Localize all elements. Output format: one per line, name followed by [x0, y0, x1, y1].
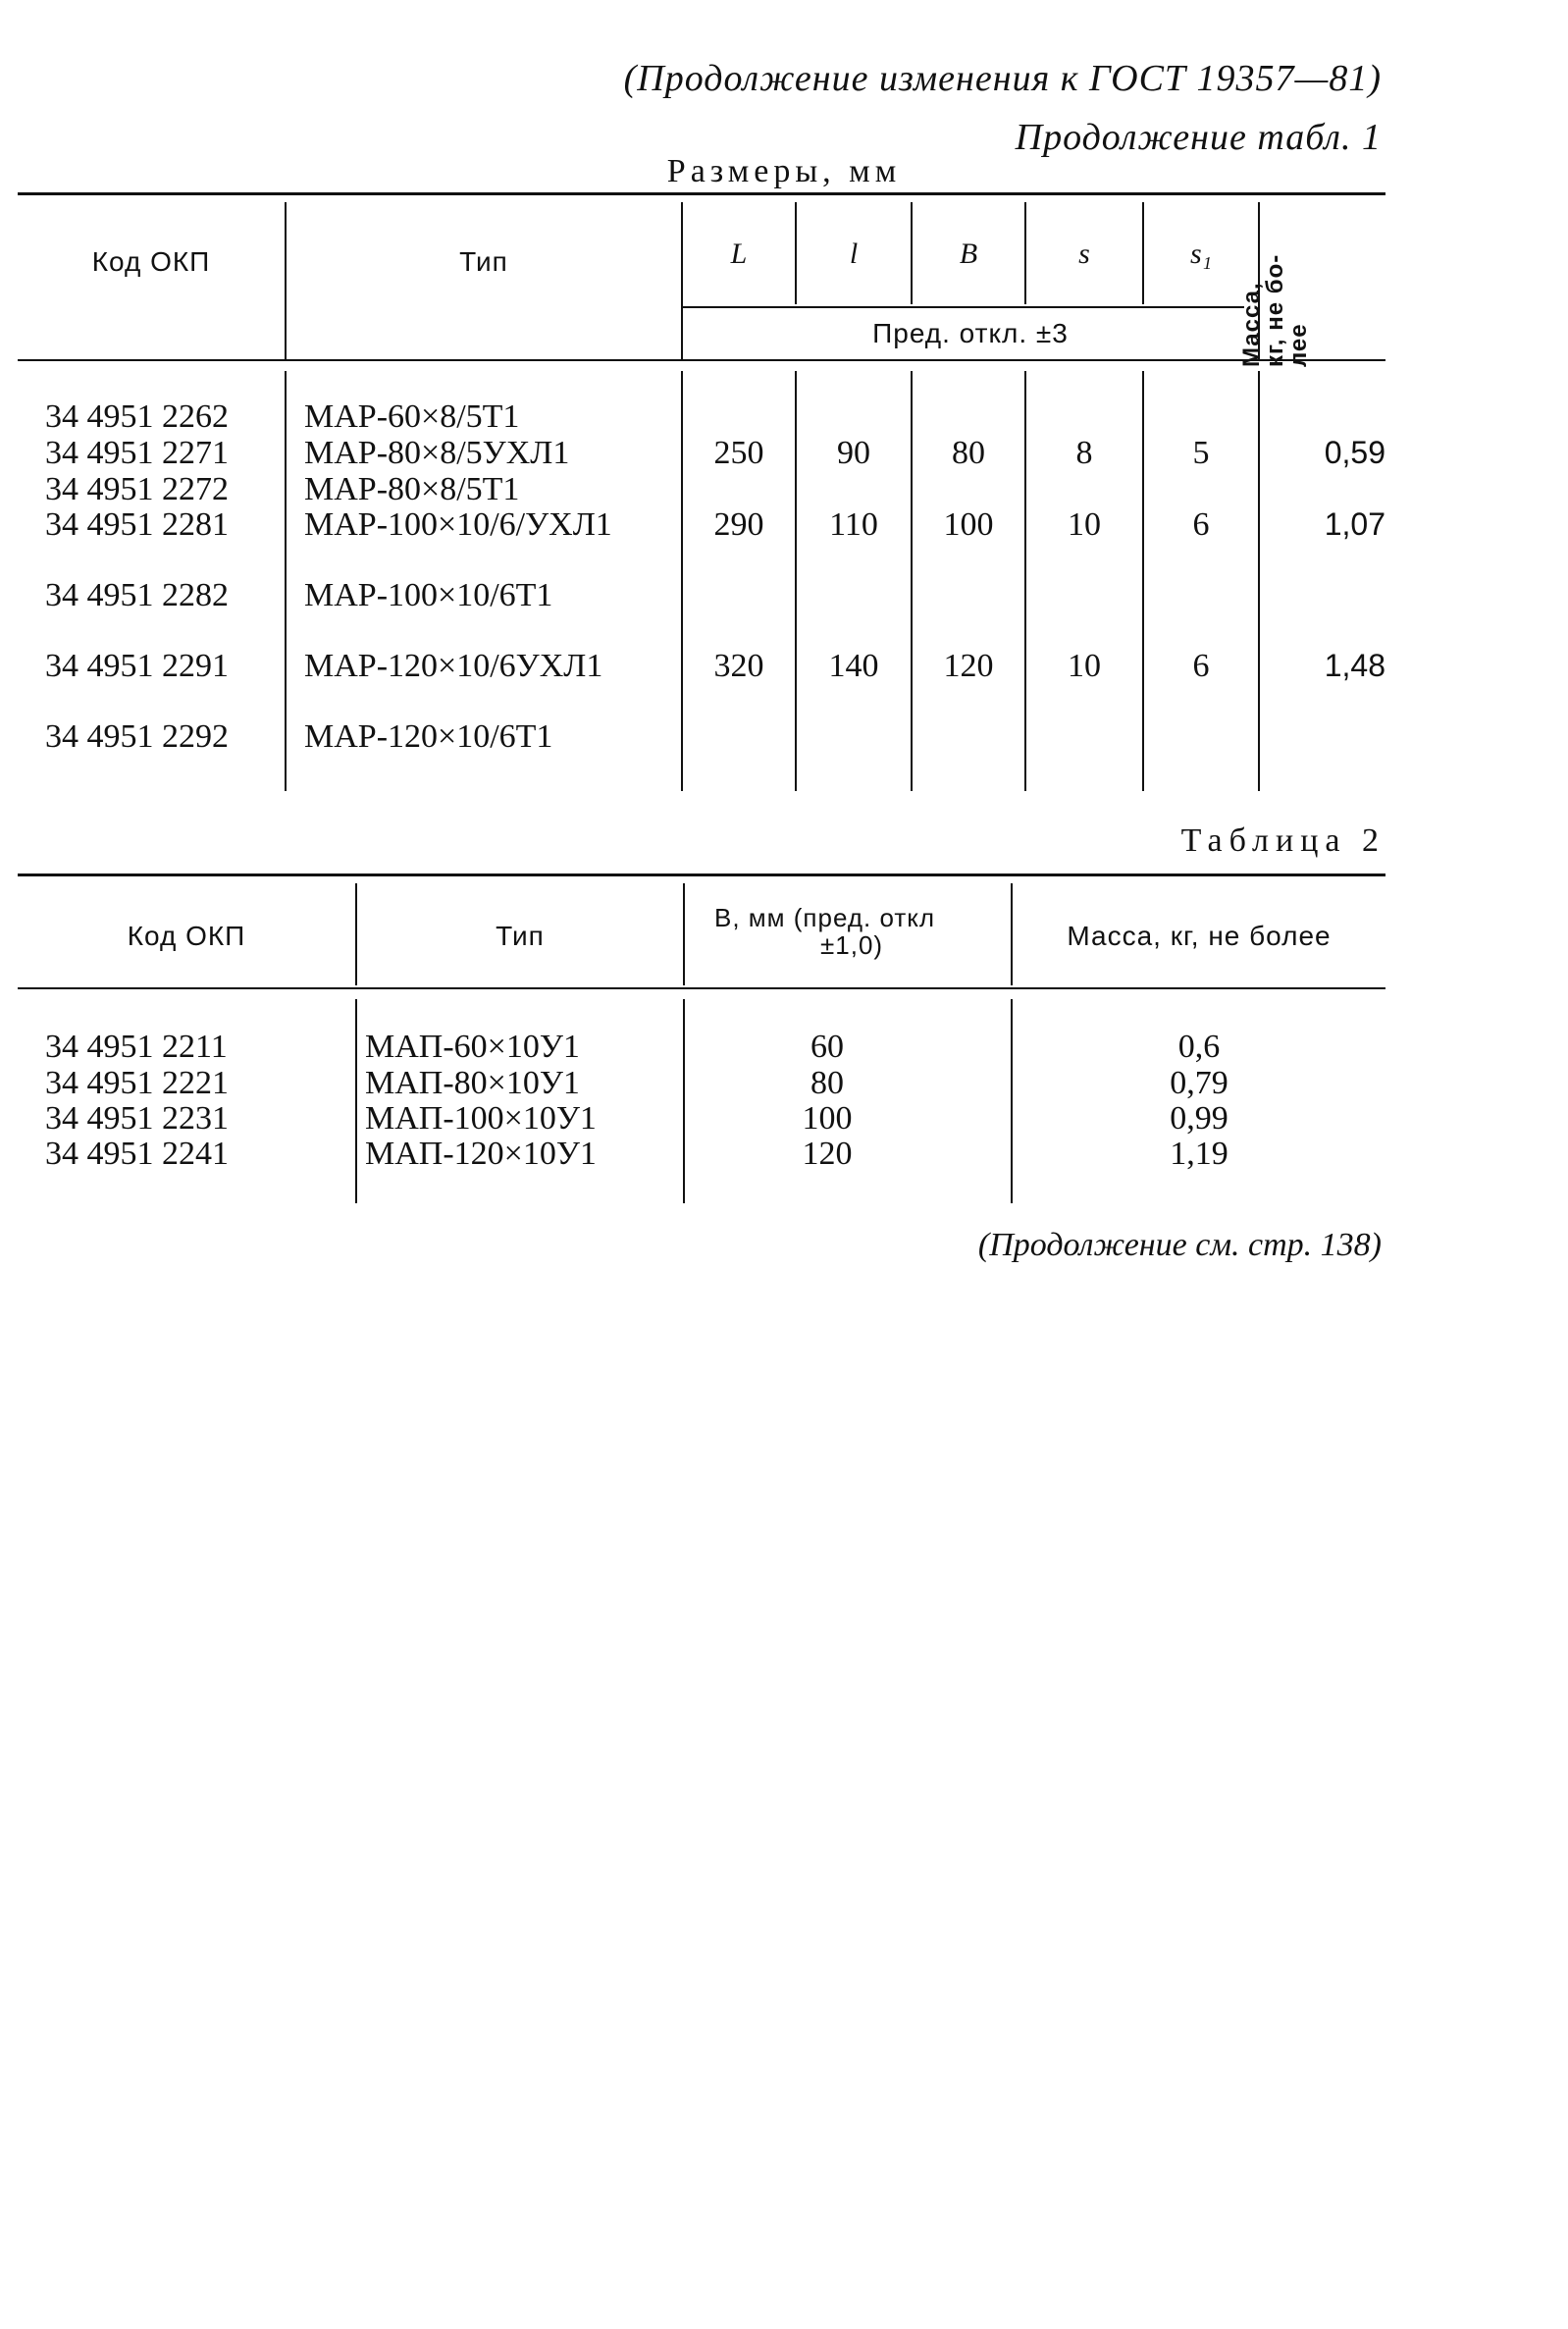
- continuation-header: (Продолжение изменения к ГОСТ 19357—81): [623, 58, 1382, 99]
- table2-b: 60: [810, 1029, 844, 1065]
- table1-header-s: s: [1078, 238, 1090, 270]
- table1-value-mass: 0,59: [1324, 435, 1385, 470]
- table1-header-code: Код ОКП: [91, 246, 211, 277]
- table1-value-s1: 6: [1192, 648, 1210, 684]
- table1-value-B: 100: [943, 506, 994, 543]
- table2-title: Таблица 2: [1180, 822, 1385, 859]
- table1-col-divider: [285, 202, 287, 359]
- table2-mass: 0,99: [1170, 1100, 1228, 1137]
- table1-value-B: 80: [952, 435, 985, 471]
- table2-col-divider: [355, 999, 357, 1203]
- table2-b: 80: [810, 1065, 844, 1101]
- table1-code: 34 4951 2292: [45, 718, 229, 755]
- table1-code: 34 4951 2271: [45, 435, 229, 471]
- table1-value-s: 8: [1075, 435, 1093, 471]
- table2-mass: 0,6: [1177, 1029, 1221, 1065]
- mass-header-line: кг, не бо-: [1262, 253, 1288, 367]
- table1-type: МАР-80×8/5Т1: [304, 471, 520, 507]
- table1-type: МАР-80×8/5УХЛ1: [304, 435, 570, 471]
- table2-code: 34 4951 2241: [45, 1136, 229, 1172]
- table1-top-rule: [18, 192, 1385, 195]
- table1-value-s1: 6: [1192, 506, 1210, 543]
- table1-value-s: 10: [1068, 506, 1101, 543]
- table2-header-mass: Масса, кг, не более: [1067, 921, 1332, 951]
- table2-header-type: Тип: [496, 921, 545, 951]
- table1-type: МАР-100×10/6/УХЛ1: [304, 506, 612, 543]
- table1-header-s1: s₁: [1189, 238, 1213, 270]
- table1-header-type: Тип: [459, 246, 508, 277]
- table1-type: МАР-120×10/6УХЛ1: [304, 648, 603, 684]
- table1-value-L: 320: [713, 648, 764, 684]
- table2-header-b-tolerance: ±1,0): [820, 930, 884, 960]
- table2-header-rule: [18, 987, 1385, 989]
- table1-caption: Размеры, мм: [666, 153, 902, 189]
- table1-header-l: l: [849, 238, 859, 270]
- table2-code: 34 4951 2221: [45, 1065, 229, 1101]
- table-continuation-label: Продолжение табл. 1: [1015, 117, 1382, 158]
- table1-value-mass: 1,48: [1324, 648, 1385, 683]
- mass-header-line: Масса,: [1238, 282, 1265, 367]
- table1-value-L: 250: [713, 435, 764, 471]
- table2-b: 120: [802, 1136, 853, 1172]
- table2-b: 100: [802, 1100, 853, 1137]
- table1-value-l: 110: [829, 506, 878, 543]
- table2-code: 34 4951 2231: [45, 1100, 229, 1137]
- table2-col-divider: [683, 883, 685, 985]
- table1-header-tolerance: Пред. откл. ±3: [872, 318, 1069, 348]
- table1-col-divider: [285, 371, 287, 791]
- table2-type: МАП-120×10У1: [365, 1136, 597, 1172]
- table1-value-mass: 1,07: [1324, 506, 1385, 542]
- table1-value-l: 90: [837, 435, 870, 471]
- table1-value-s: 10: [1068, 648, 1101, 684]
- table1-code: 34 4951 2262: [45, 398, 229, 435]
- table1-type: МАР-100×10/6Т1: [304, 577, 553, 613]
- table1-code: 34 4951 2291: [45, 648, 229, 684]
- table1-subheader-rule: [683, 306, 1244, 308]
- table2-header-b: B, мм (пред. откл: [714, 903, 936, 932]
- table2-header-code: Код ОКП: [127, 921, 246, 951]
- mass-header-line: лее: [1285, 323, 1312, 367]
- table1-code: 34 4951 2282: [45, 577, 229, 613]
- table2-code: 34 4951 2211: [45, 1029, 228, 1065]
- table1-col-divider: [1258, 371, 1260, 791]
- table2-mass: 0,79: [1170, 1065, 1228, 1101]
- table1-header-B: B: [959, 238, 978, 270]
- table1-value-l: 140: [828, 648, 879, 684]
- table2-type: МАП-80×10У1: [365, 1065, 580, 1101]
- table1-value-L: 290: [713, 506, 764, 543]
- table2-type: МАП-100×10У1: [365, 1100, 597, 1137]
- table2-type: МАП-60×10У1: [365, 1029, 580, 1065]
- table2-top-rule: [18, 873, 1385, 876]
- footer-continuation: (Продолжение см. стр. 138): [977, 1227, 1382, 1263]
- table1-type: МАР-60×8/5Т1: [304, 398, 520, 435]
- table1-code: 34 4951 2281: [45, 506, 229, 543]
- table1-value-B: 120: [943, 648, 994, 684]
- table1-header-L: L: [730, 238, 748, 270]
- table1-header-rule: [18, 359, 1385, 361]
- table1-type: МАР-120×10/6Т1: [304, 718, 553, 755]
- table1-header-mass: [1238, 230, 1312, 367]
- table1-code: 34 4951 2272: [45, 471, 229, 507]
- table1-value-s1: 5: [1192, 435, 1210, 471]
- table2-mass: 1,19: [1170, 1136, 1228, 1172]
